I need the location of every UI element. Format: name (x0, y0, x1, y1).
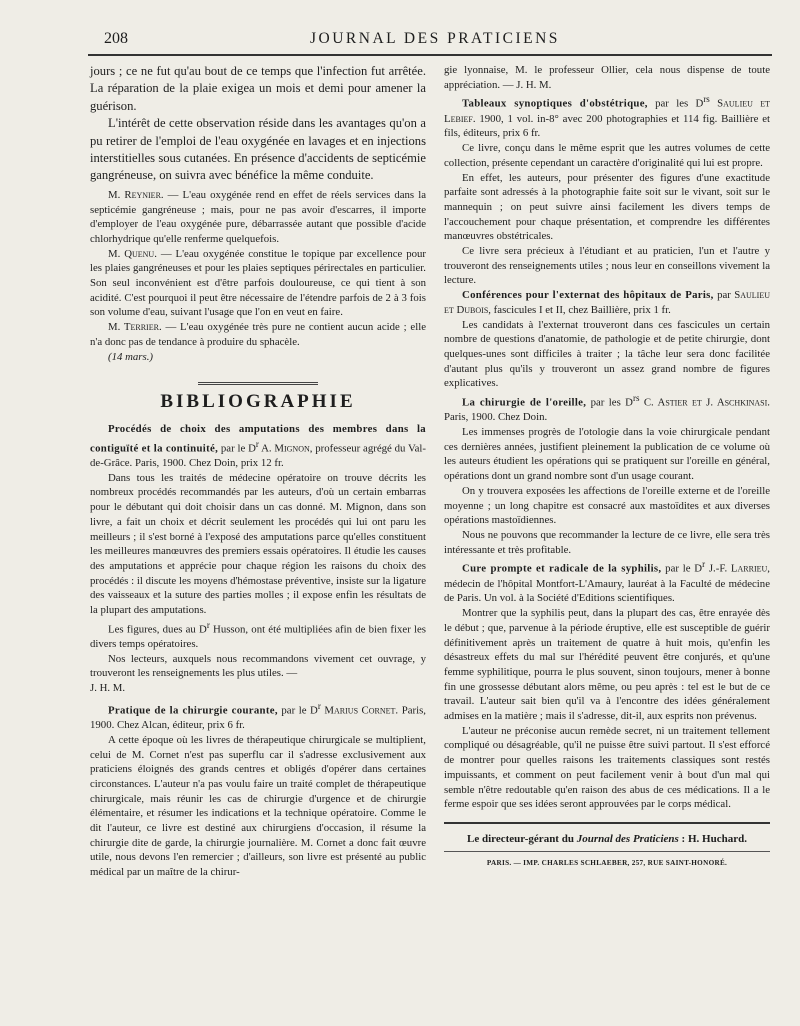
right-column (444, 63, 770, 870)
session-date: (14 mars.) (108, 350, 153, 363)
book-title: La chirurgie de l'oreille, (462, 396, 587, 409)
book-title: Cure prompte et radicale de la syphilis, (462, 562, 662, 575)
left-column (90, 63, 426, 880)
footer-rule-thin (444, 851, 770, 852)
review-heading-conferences: Conférences pour l'externat des hôpitaux de Paris, par Saulieu et Dubois, fascicules I et II, chez Baillière, prix 1 fr. (444, 289, 771, 316)
review-heading-oreille: La chirurgie de l'oreille, par les $D^{rs}$ C. Astier et J. Aschkinasi. Paris, 1900. Chez Doin. (444, 393, 770, 424)
reynier-remark (90, 188, 426, 247)
review-paragraph: Ce livre sera précieux à l'étudiant et au praticien, l'un et l'autre y trouveront des renseignements utiles ; nous leur en conseillons vivement la lecture. (444, 245, 770, 287)
book-author: J.-F. Larrieu, (705, 562, 770, 575)
review-paragraph: Dans tous les traités de médecine opératoire on trouve décrits les nombreux procédés recommandés par les auteurs, d'où un certain embarras pour le débutant qui doit choisir dans un cas donné. M. Mignon, dans son livre, a fait un choix et décrit seulement les procédés qui lui ont paru les meilleurs ; il s'est borné à l'exposé des amputations parce qu'elles constituent les meilleures manœuvres des premiers essais opératoires. Il étudie les causes des amputations et apprécie pour chaque région les raisons du choix des procédés : il discute les moyens d'hémostase préventive, insiste sur la ligature des vaisseaux et la suture des parties molles ; il expose enfin les résultats de la plupart des amputations. (90, 471, 426, 617)
running-title: JOURNAL DES PRATICIENS (310, 30, 560, 47)
speaker-name: M. Reynier. (108, 188, 164, 201)
review-heading-tableaux: Tableaux synoptiques d'obstétrique, par les $D^{rs}$ Saulieu et Lebief. 1900, 1 vol. in-8° avec 200 photographies et 114 fig. Baillière et fils, éditeurs, prix 6 fr. (444, 94, 770, 140)
director-line: Le directeur-gérant du Journal des Praticiens : H. Huchard. (467, 832, 747, 845)
printer-imprint: PARIS. — IMP. CHARLES SCHLAEBER, 257, RUE SAINT-HONORÉ. (486, 858, 728, 867)
speaker-name: M. Terrier. (108, 321, 162, 334)
review-heading-mignon: Procédés de choix des amputations des membres dans la contiguïté et la continuité, par le $D^r$ A. Mignon, professeur agrégé du Val-de-Grâce. Paris, 1900. Chez Doin, prix 12 fr. (90, 422, 427, 469)
review-paragraph: Ce livre, conçu dans le même esprit que les autres volumes de cette collection, présente cependant un caractère d'originalité qui lui est propre. (444, 142, 770, 169)
terrier-remark (90, 320, 426, 349)
book-author: C. Astier et J. Aschkinasi. (639, 396, 770, 409)
book-author: Marius Cornet. (320, 704, 399, 717)
review-paragraph: Les candidats à l'externat trouveront dans ces fascicules un certain nombre de questions d'anatomie, de pathologie et de petite chirurgie, dont quelques-unes sont difficiles à traiter ; la tâche leur sera donc facilitée d'autant plus qu'ils y trouveront un assez grand nombre de figures explicatives. (444, 318, 770, 390)
review-heading-cornet: Pratique de la chirurgie courante, par le $D^r$ Marius Cornet. Paris, 1900. Chez Alcan, éditeur, prix 6 fr. (90, 700, 426, 732)
review-paragraph: gie lyonnaise, M. le professeur Ollier, cela nous dispense de toute appréciation. — J. H. M. (444, 64, 770, 91)
book-author: A. Mignon, (258, 442, 313, 455)
review-paragraph: A cette époque où les livres de thérapeutique chirurgicale se multiplient, celui de M. Cornet n'est pas superflu car il s'adresse exclusivement aux praticiens éloignés des grands centres et obligés d'opérer dans certaines circonstances. L'auteur n'a pas voulu faire un traité complet de thérapeutique chirurgicale, mais réunir les cas de chirurgie d'urgence et de chirurgie élémentaire, et résumer les indications et la technique opératoire. Comme le dit l'auteur, ce livre est destiné aux chirurgiens d'occasion, il résume la chirurgie dite de garde, la chirurgie journalière. M. Cornet a donc fait œuvre utile, nous devons l'en remercier ; d'ailleurs, son livre est présenté au public médical par un maître de la chirur- (90, 733, 426, 879)
remark-text: — L'eau oxygénée très pure ne contient aucun acide ; elle n'a donc pas de tendance à produire du sphacèle. (90, 321, 427, 348)
footer-rule (444, 822, 770, 824)
book-author: Saulieu et Lebief. (444, 98, 770, 125)
remark-text: — L'eau oxygénée constitue le topique par excellence pour les plaies gangréneuses et pour les plaies septiques périrectales en particulier. Son seul inconvénient est d'être parfois douloureuse, ce qui tient à son acidité. C'est pourquoi il peut être nécessaire de l'étendre parfois de 2 à 3 fois son volume d'eau, suivant l'usage que l'on en veut en faire. (90, 247, 426, 319)
section-title: BIBLIOGRAPHIE (160, 391, 356, 413)
review-paragraph: Nous ne pouvons que recommander la lecture de ce livre, elle sera très intéressante et très profitable. (444, 528, 770, 556)
header-rule (88, 54, 772, 56)
review-paragraph: L'auteur ne préconise aucun remède secret, ni un traitement tellement compliqué ou désagréable, qu'il ne puisse être suivi partout. Il s'est efforcé de montrer pour quelles raisons les traitements classiques sont restés impuissants, et comment on peut facilement venir à bout d'un mal qui semble n'être redoutable qu'en raison des abus de ces médications. Il a le ferme espoir que ses idées seront approuvées par le corps médical. (444, 724, 770, 811)
review-paragraph: Les figures, dues au $D^r$ Husson, ont été multipliées afin de bien fixer les divers temps opératoires. (90, 619, 426, 651)
intro-paragraph-2: L'intérêt de cette observation réside dans les avantages qu'on a pu retirer de l'emploi de l'eau oxygénée en lavages et en injections interstitielles sous cutanées. En présence d'accidents de septicémie gangréneuse, on suivra avec bénéfice la même conduite. (90, 116, 426, 183)
speaker-name: M. Quenu. (108, 247, 157, 260)
book-title: Tableaux synoptiques d'obstétrique, (462, 98, 648, 110)
section-rule (198, 382, 318, 385)
review-paragraph: On y trouvera exposées les affections de l'oreille externe et de l'oreille moyenne ; un long chapitre est consacré aux mastoïdites et aux diverses opérations mastoïdiennes. (444, 484, 770, 527)
book-title: Pratique de la chirurgie courante, (108, 704, 278, 717)
review-paragraph: Montrer que la syphilis peut, dans la plupart des cas, être enrayée dès le début ; que, parvenue à la période éruptive, elle est susceptible de guérir définitivement après un traitement de quatre à huit mois, qu'enfin les désastreux effets du mal sur l'hérédité peuvent être conjurés, et qu'une femme syphilitique, pourra le plus souvent, sinon toujours, mener à bonne fin une grossesse débutant alors même, ou peu après : tel est le but de ce travail. L'auteur sait bien qu'il va à l'encontre des idées généralement admises en la matière ; mais il s'adresse, dit-il, aux esprits non prévenus. (444, 607, 770, 723)
remark-text: — L'eau oxygénée rend en effet de réels services dans la septicémie gangréneuse ; mais, pour ne pas avoir d'escarres, il importe d'employer de l'eau oxygénée pure, débarrassée autant que possible d'acide chlorhydrique qu'elle renferme quelquefois. (90, 188, 426, 245)
page-number: 208 (104, 30, 128, 47)
review-paragraph: Nos lecteurs, auxquels nous recommandons vivement cet ouvrage, y trouveront les renseignements les plus utiles. — (90, 652, 426, 680)
book-title: Procédés de choix des amputations des membres dans la contiguïté et la continuité, (90, 422, 426, 455)
quenu-remark (90, 247, 426, 321)
review-paragraph: Les immenses progrès de l'otologie dans la voie chirurgicale pendant ces dernières années, justifient pleinement la publication de ce volume où les auteurs étudient les opérations qui se pratiquent sur l'oreille en général, opérations dont un grand nombre sont d'un usage courant. (444, 426, 770, 483)
review-paragraph: En effet, les auteurs, pour présenter des figures d'une exactitude parfaite sont adressés à la photographie faite soit sur le vivant, soit sur le mannequin ; on peut suivre ainsi facilement les divers temps de l'accouchement pour chaque présentation, et comprendre les différentes manœuvres obstétricales. (444, 171, 770, 243)
review-signature: J. H. M. (90, 682, 126, 695)
review-heading-syphilis: Cure prompte et radicale de la syphilis, par le $D^r$ J.-F. Larrieu, médecin de l'hôpital Montfort-L'Amaury, lauréat à la Faculté de médecine de Paris. Un vol. à la Société d'Editions scientifiques. (444, 559, 770, 605)
intro-paragraph-1: jours ; ce ne fut qu'au bout de ce temps que l'infection fut arrêtée. La réparation de la plaie exigea un mois et demi pour amener la guérison. (90, 64, 426, 113)
book-title: Conférences pour l'externat des hôpitaux de Paris, (462, 289, 714, 302)
book-author: Saulieu et Dubois, (444, 289, 771, 316)
